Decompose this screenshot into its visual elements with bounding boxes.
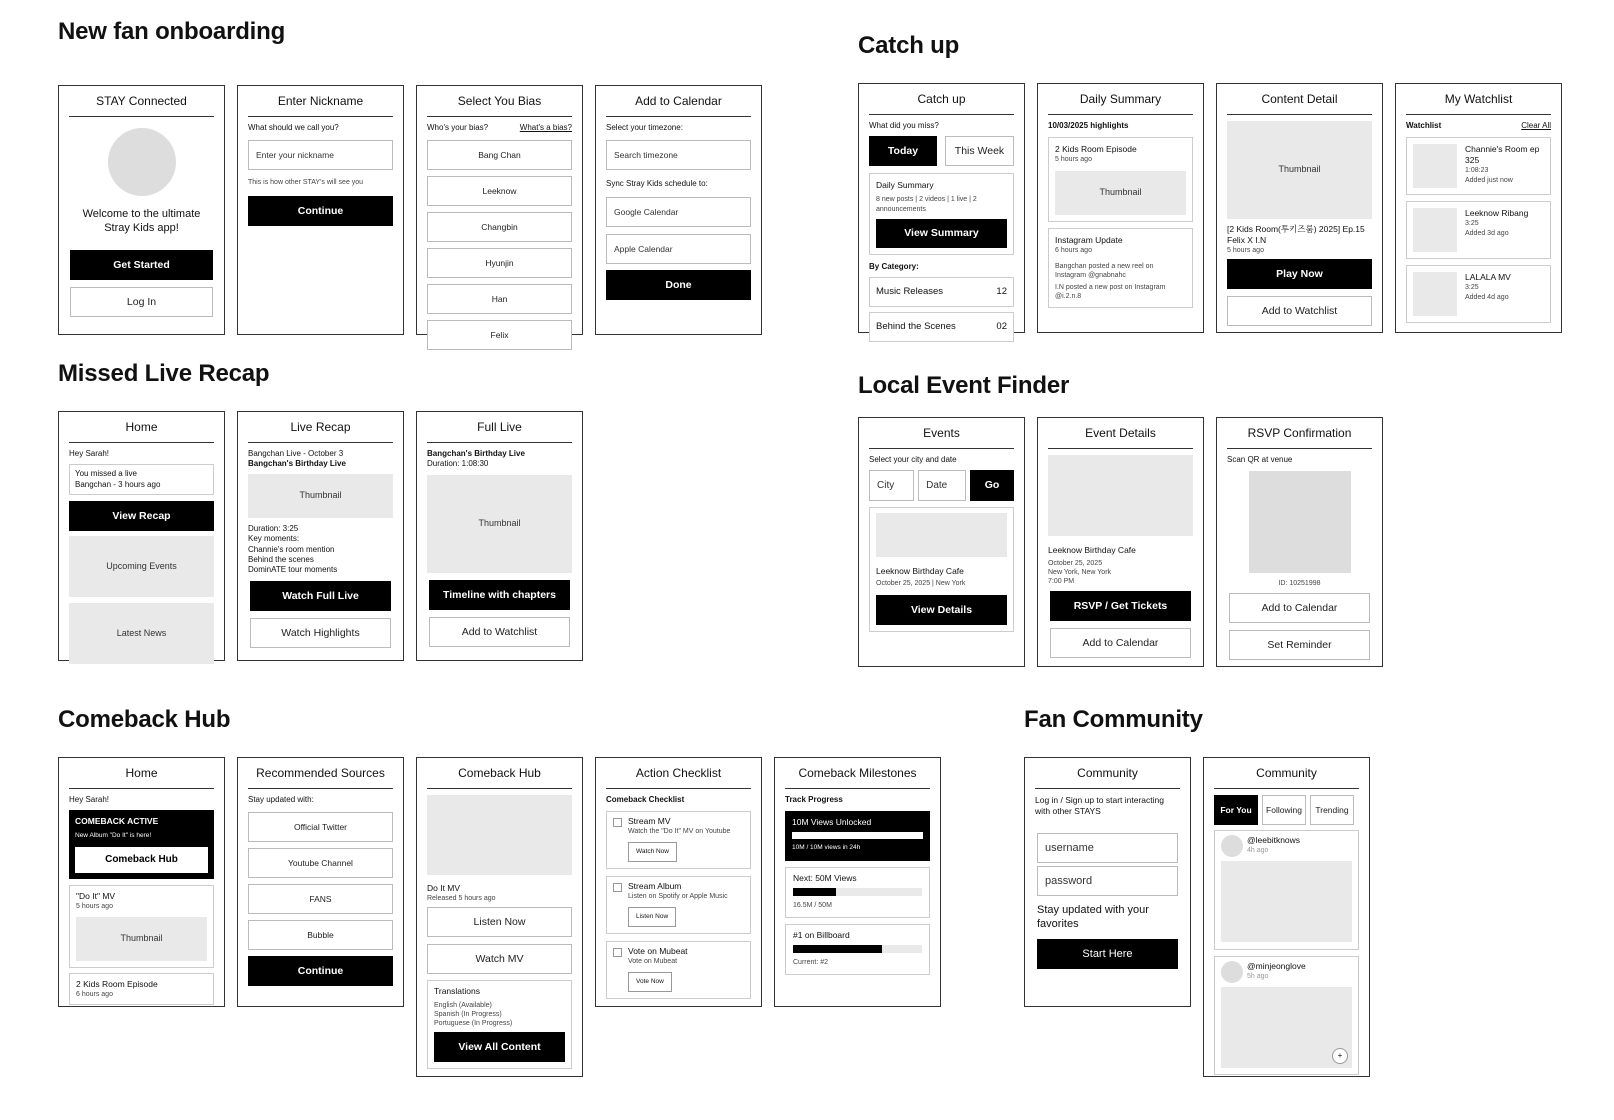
- task-desc: Listen on Spotify or Apple Music: [628, 893, 728, 901]
- whats-bias-link[interactable]: What's a bias?: [519, 123, 572, 132]
- section-title-comeback: Comeback Hub: [58, 706, 231, 733]
- add-post-fab[interactable]: +: [1332, 1048, 1348, 1064]
- screen-select-bias: [416, 85, 583, 341]
- event-name: Leeknow Birthday Cafe: [1048, 545, 1136, 555]
- done-button[interactable]: Done: [606, 270, 751, 300]
- screen-title: Recommended Sources: [248, 758, 393, 789]
- milestone-title: Next: 50M Views: [793, 872, 857, 883]
- screen-enter-nickname: [237, 85, 404, 335]
- logo-circle: [108, 128, 176, 196]
- screen-full-live: [416, 411, 583, 661]
- screen-title: Community: [1214, 758, 1359, 789]
- checklist-label: Comeback Checklist: [606, 795, 685, 804]
- add-calendar-button[interactable]: Add to Calendar: [1229, 593, 1370, 623]
- source-option[interactable]: Youtube Channel: [248, 848, 393, 878]
- progress-fill: [793, 945, 882, 953]
- bias-option[interactable]: Bang Chan: [427, 140, 572, 170]
- item-duration: 3:25: [1465, 284, 1479, 292]
- screen-community-feed: [1203, 757, 1370, 1077]
- translations-title: Translations: [434, 986, 480, 997]
- screen-title: STAY Connected: [69, 86, 214, 117]
- episode-time: 6 hours ago: [76, 991, 113, 999]
- task-name: Stream MV: [628, 816, 671, 827]
- section-title-onboarding: New fan onboarding: [58, 18, 286, 45]
- duration: Duration: 3:25: [248, 523, 299, 533]
- password-input[interactable]: password: [1037, 866, 1178, 896]
- play-now-button[interactable]: Play Now: [1227, 259, 1372, 289]
- listen-now-button[interactable]: Listen Now: [427, 907, 572, 937]
- album-announcement: New Album "Do It" is here!: [75, 832, 152, 840]
- section-title-catchup: Catch up: [858, 32, 960, 59]
- event-time: 7:00 PM: [1048, 578, 1075, 586]
- screen-stay-connected: [58, 85, 225, 335]
- recap-live-title: Bangchan's Birthday Live: [248, 459, 346, 469]
- highlights-date: 10/03/2025 highlights: [1048, 121, 1129, 130]
- mv-thumbnail[interactable]: [427, 795, 572, 875]
- category-count: 02: [996, 320, 1007, 332]
- this-week-tab[interactable]: This Week: [945, 136, 1014, 166]
- section-title-community: Fan Community: [1024, 706, 1203, 733]
- continue-button[interactable]: Continue: [248, 956, 393, 986]
- screen-event-details: [1037, 417, 1204, 667]
- progress-fill: [793, 888, 836, 896]
- section-title-missed: Missed Live Recap: [58, 360, 270, 387]
- catchup-question: What did you miss?: [869, 121, 939, 130]
- screen-title: Live Recap: [248, 412, 393, 443]
- bias-option[interactable]: Felix: [427, 320, 572, 350]
- key-moment: Channie's room mention: [248, 544, 335, 554]
- source-option[interactable]: Bubble: [248, 920, 393, 950]
- key-moment: DominATE tour moments: [248, 565, 338, 575]
- greeting: Hey Sarah!: [69, 795, 110, 804]
- vote-now-button[interactable]: Vote Now: [628, 972, 672, 992]
- rsvp-button[interactable]: RSVP / Get Tickets: [1050, 591, 1191, 621]
- set-reminder-button[interactable]: Set Reminder: [1229, 630, 1370, 660]
- view-all-content-button[interactable]: View All Content: [434, 1032, 565, 1062]
- key-moments-label: Key moments:: [248, 534, 300, 544]
- event-place: New York, New York: [1048, 569, 1112, 577]
- bias-question: Who's your bias?: [427, 123, 489, 132]
- checklist-item: [606, 811, 751, 869]
- category-row[interactable]: [869, 312, 1014, 342]
- bias-option[interactable]: Hyunjin: [427, 248, 572, 278]
- screen-title: Events: [869, 418, 1014, 449]
- go-button[interactable]: Go: [970, 470, 1014, 501]
- release-time: Released 5 hours ago: [427, 895, 496, 903]
- ticket-id: ID: 10251998: [1278, 580, 1321, 588]
- item-title: 2 Kids Room Episode: [1055, 144, 1137, 155]
- screen-comeback-milestones: [774, 757, 941, 1007]
- post-image: [1221, 861, 1352, 942]
- item-added: Added 3d ago: [1465, 229, 1509, 237]
- milestone-card: [785, 924, 930, 975]
- screen-events: [858, 417, 1025, 667]
- screen-title: Comeback Hub: [427, 758, 572, 789]
- source-option[interactable]: Official Twitter: [248, 812, 393, 842]
- screen-title: Full Live: [427, 412, 572, 443]
- scan-label: Scan QR at venue: [1227, 455, 1293, 464]
- task-desc: Vote on Mubeat: [628, 958, 678, 966]
- alert-line: You missed a live: [75, 469, 137, 479]
- content-name: [2 Kids Room(투키즈룸) 2025] Ep.15 Felix X I.N: [1227, 224, 1365, 246]
- screen-live-recap: [237, 411, 404, 661]
- screen-title: Catch up: [869, 84, 1014, 115]
- watchlist-label: Watchlist: [1406, 121, 1442, 130]
- screen-add-calendar: [595, 85, 762, 335]
- view-details-button[interactable]: View Details: [876, 595, 1007, 625]
- screen-title: RSVP Confirmation: [1227, 418, 1372, 449]
- screen-action-checklist: [595, 757, 762, 1007]
- translation-status: Spanish (In Progress): [434, 1011, 502, 1019]
- nickname-question: What should we call you?: [248, 123, 339, 132]
- feed-post[interactable]: [1214, 956, 1359, 1075]
- item-added: Added 4d ago: [1465, 293, 1509, 301]
- category-name: Behind the Scenes: [876, 320, 956, 332]
- event-date: October 25, 2025: [1048, 560, 1103, 568]
- event-name: Leeknow Birthday Cafe: [876, 566, 964, 577]
- qr-code: [1249, 471, 1351, 573]
- progress-fill: [792, 832, 923, 839]
- screen-title: Home: [69, 758, 214, 789]
- timezone-label: Select your timezone:: [606, 123, 683, 132]
- watchlist-item[interactable]: [1406, 137, 1551, 195]
- latest-news-block[interactable]: Latest News: [69, 603, 214, 664]
- track-progress-label: Track Progress: [785, 795, 843, 804]
- translation-status: Portuguese (In Progress): [434, 1020, 513, 1028]
- screen-my-watchlist: [1395, 83, 1562, 333]
- google-calendar-option[interactable]: Google Calendar: [606, 197, 751, 227]
- screen-title: Community: [1035, 758, 1180, 789]
- event-image: [1048, 455, 1193, 536]
- screen-home-missed: [58, 411, 225, 661]
- event-thumbnail[interactable]: [876, 513, 1007, 557]
- greeting: Hey Sarah!: [69, 449, 110, 458]
- event-info: October 25, 2025 | New York: [876, 580, 966, 588]
- screen-catch-up: [858, 83, 1025, 333]
- comeback-hub-button[interactable]: Comeback Hub: [75, 847, 208, 873]
- task-desc: Watch the "Do It" MV on Youtube: [628, 828, 731, 836]
- post-time: 4h ago: [1247, 847, 1269, 855]
- today-tab[interactable]: Today: [869, 136, 937, 166]
- apple-calendar-option[interactable]: Apple Calendar: [606, 234, 751, 264]
- by-category-label: By Category:: [869, 261, 919, 271]
- screen-title: Content Detail: [1227, 84, 1372, 115]
- screen-title: Action Checklist: [606, 758, 751, 789]
- milestone-card-unlocked: [785, 811, 930, 860]
- avatar: [1221, 835, 1243, 857]
- screen-rsvp-confirmation: [1216, 417, 1383, 667]
- clear-all-link[interactable]: Clear All: [1521, 121, 1551, 130]
- key-moment: Behind the scenes: [248, 554, 314, 564]
- post-user: @leebitknows: [1247, 835, 1301, 845]
- summary-title: Daily Summary: [876, 180, 934, 191]
- content-time: 5 hours ago: [1227, 247, 1264, 255]
- add-watchlist-button[interactable]: Add to Watchlist: [1227, 296, 1372, 326]
- tab-for-you[interactable]: For You: [1214, 795, 1258, 825]
- screen-title: Select You Bias: [427, 86, 572, 117]
- checklist-item: [606, 876, 751, 934]
- mv-title: Do It MV: [427, 883, 461, 893]
- add-watchlist-button[interactable]: Add to Watchlist: [429, 617, 570, 647]
- item-time: 6 hours ago: [1055, 246, 1092, 254]
- milestone-title: 10M Views Unlocked: [792, 817, 872, 828]
- post-time: 5h ago: [1247, 973, 1269, 981]
- recap-line: Bangchan Live - October 3: [248, 449, 344, 458]
- missed-live-alert[interactable]: [69, 464, 214, 495]
- mv-title: "Do It" MV: [76, 890, 116, 901]
- screen-daily-summary: [1037, 83, 1204, 333]
- screen-community-login: [1024, 757, 1191, 1007]
- item-duration: 1:08:23: [1465, 167, 1489, 175]
- screen-title: Event Details: [1048, 418, 1193, 449]
- bias-option[interactable]: Changbin: [427, 212, 572, 242]
- watchlist-item[interactable]: [1406, 201, 1551, 259]
- thumbnail[interactable]: Thumbnail: [1055, 171, 1186, 215]
- watch-highlights-button[interactable]: Watch Highlights: [250, 618, 391, 648]
- bias-option[interactable]: Han: [427, 284, 572, 314]
- get-started-button[interactable]: Get Started: [70, 250, 213, 280]
- checkbox[interactable]: [613, 948, 622, 957]
- live-duration: Duration: 1:08:30: [427, 459, 489, 469]
- item-thumbnail: [1413, 208, 1457, 252]
- screen-title: My Watchlist: [1406, 84, 1551, 115]
- translation-status: English (Available): [434, 1002, 492, 1010]
- milestone-title: #1 on Billboard: [793, 930, 850, 941]
- city-input[interactable]: City: [869, 470, 914, 501]
- category-name: Music Releases: [876, 285, 944, 297]
- summary-text: 8 new posts | 2 videos | 1 live | 2 announcements: [876, 196, 977, 213]
- tagline: Stay updated with your favorites: [1037, 904, 1149, 930]
- alert-line: Bangchan - 3 hours ago: [75, 479, 161, 489]
- item-name: Channie's Room ep 325: [1465, 144, 1540, 166]
- tab-trending[interactable]: Trending: [1310, 795, 1354, 825]
- nickname-input[interactable]: Enter your nickname: [248, 140, 393, 170]
- checklist-item: [606, 941, 751, 999]
- screen-title: Enter Nickname: [248, 86, 393, 117]
- bias-option[interactable]: Leeknow: [427, 176, 572, 206]
- watch-mv-button[interactable]: Watch MV: [427, 944, 572, 974]
- update-line: Bangchan posted a new reel on Instagram @gnabnahc: [1055, 262, 1154, 279]
- comeback-active-label: COMEBACK ACTIVE: [75, 816, 159, 827]
- task-name: Vote on Mubeat: [628, 946, 688, 957]
- live-title: Bangchan's Birthday Live: [427, 449, 525, 458]
- intro-text: Log in / Sign up to start interacting with other STAYS: [1035, 795, 1164, 817]
- category-row[interactable]: [869, 277, 1014, 307]
- watch-now-button[interactable]: Watch Now: [628, 842, 677, 862]
- screen-home-comeback: [58, 757, 225, 1007]
- mv-time: 5 hours ago: [76, 902, 113, 910]
- city-date-label: Select your city and date: [869, 455, 957, 464]
- task-name: Stream Album: [628, 881, 682, 892]
- welcome-text: Welcome to the ultimate Stray Kids app!: [82, 208, 201, 234]
- section-title-local: Local Event Finder: [858, 372, 1070, 399]
- watchlist-item[interactable]: [1406, 265, 1551, 323]
- sources-label: Stay updated with:: [248, 795, 314, 804]
- view-summary-button[interactable]: View Summary: [876, 219, 1007, 248]
- add-calendar-button[interactable]: Add to Calendar: [1050, 628, 1191, 658]
- screen-comeback-hub: [416, 757, 583, 1077]
- progress-bar: [793, 888, 922, 896]
- nickname-hint: This is how other STAY's will see you: [248, 179, 364, 187]
- listen-now-button[interactable]: Listen Now: [628, 907, 676, 927]
- milestone-card: [785, 867, 930, 918]
- item-time: 5 hours ago: [1055, 156, 1092, 164]
- episode-title: 2 Kids Room Episode: [76, 979, 158, 990]
- sync-label: Sync Stray Kids schedule to:: [606, 179, 708, 189]
- continue-button[interactable]: Continue: [248, 196, 393, 226]
- watch-full-live-button[interactable]: Watch Full Live: [250, 581, 391, 611]
- screen-content-detail: [1216, 83, 1383, 333]
- start-here-button[interactable]: Start Here: [1037, 939, 1178, 969]
- screen-title: Add to Calendar: [606, 86, 751, 117]
- upcoming-events-block[interactable]: Upcoming Events: [69, 536, 214, 597]
- tab-following[interactable]: Following: [1262, 795, 1306, 825]
- category-count: 12: [996, 285, 1007, 297]
- avatar: [1221, 961, 1243, 983]
- thumbnail[interactable]: Thumbnail: [76, 917, 207, 961]
- checkbox[interactable]: [613, 818, 622, 827]
- screen-title: Comeback Milestones: [785, 758, 930, 789]
- thumbnail[interactable]: Thumbnail: [248, 474, 393, 518]
- milestone-sub: 10M / 10M views in 24h: [792, 844, 861, 852]
- feed-post[interactable]: [1214, 830, 1359, 950]
- thumbnail[interactable]: Thumbnail: [427, 475, 572, 573]
- source-option[interactable]: FANS: [248, 884, 393, 914]
- milestone-sub: 16.5M / 50M: [793, 901, 832, 909]
- post-user: @minjeonglove: [1247, 961, 1306, 971]
- date-input[interactable]: Date: [918, 470, 966, 501]
- item-name: Leeknow Ribang: [1465, 208, 1529, 219]
- progress-bar: [793, 945, 922, 953]
- item-added: Added just now: [1465, 176, 1513, 184]
- login-button[interactable]: Log In: [70, 287, 213, 317]
- update-line: I.N posted a new post on Instagram @i.2.n.8: [1055, 283, 1166, 300]
- thumbnail[interactable]: Thumbnail: [1227, 121, 1372, 219]
- view-recap-button[interactable]: View Recap: [69, 501, 214, 531]
- timeline-chapters-button[interactable]: Timeline with chapters: [429, 580, 570, 610]
- progress-bar: [792, 832, 923, 839]
- item-thumbnail: [1413, 144, 1457, 188]
- checkbox[interactable]: [613, 883, 622, 892]
- screen-title: Home: [69, 412, 214, 443]
- item-duration: 3:25: [1465, 220, 1479, 228]
- item-title: Instagram Update: [1055, 234, 1123, 245]
- item-thumbnail: [1413, 272, 1457, 316]
- username-input[interactable]: username: [1037, 833, 1178, 863]
- milestone-sub: Current: #2: [793, 959, 829, 967]
- item-name: LALALA MV: [1465, 272, 1511, 283]
- screen-title: Daily Summary: [1048, 84, 1193, 115]
- screen-recommended-sources: [237, 757, 404, 1007]
- timezone-search-input[interactable]: Search timezone: [606, 140, 751, 170]
